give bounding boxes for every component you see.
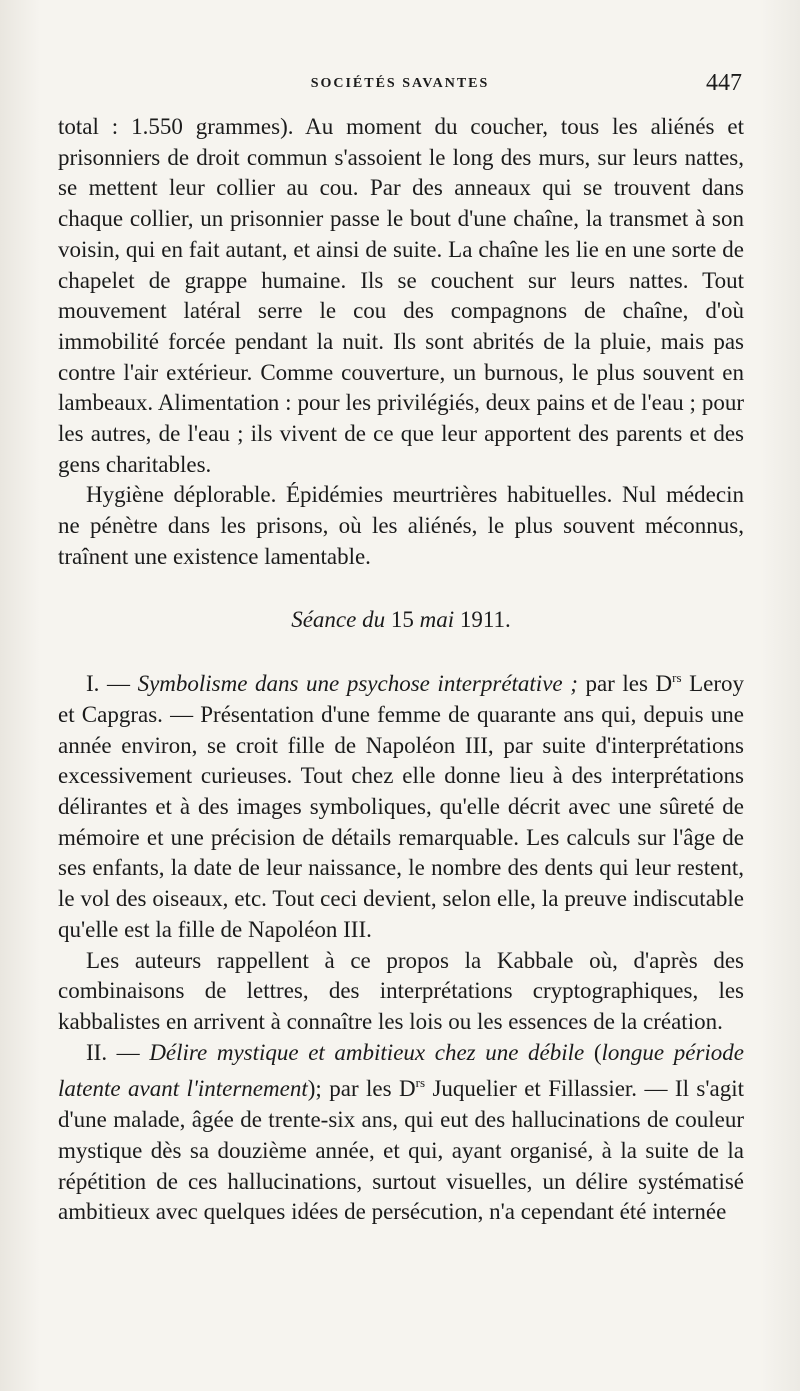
running-head: SOCIÉTÉS SAVANTES [310,76,490,91]
section-1-text: Leroy et Capgras. — Présentation d'une femme de quarante ans qui, depuis une année environ, se croit fille de Napoléon III, par suite d'interprétations excessivement curieuses. Tout chez elle donne lieu à des interprétations délirantes et à des images symboliques, qu'elle décrit avec une sûreté de mémoire et une précision de détails remarquable. Les calculs sur l'âge de ses enfants, la date de leur naissance, le nombre des dents qui leur restent, le vol des oiseaux, etc. Tout ceci devient, selon elle, la preuve indiscutable qu'elle est la fille de Napoléon III. [58,671,745,942]
page-body [58,112,744,1228]
section-2-title: Délire mystique et ambitieux chez une débile [149,1039,585,1065]
paragraph-continuation: total : 1.550 grammes). Au moment du coucher, tous les aliénés et prisonniers de droit commun s'assoient le long des murs, sur leurs nattes, se mettent leur collier au cou. Par des anneaux qui se trouvent dans chaque collier, un prisonnier passe le bout d'une chaîne, la transmet à son voisin, qui en fait autant, et ainsi de suite. La chaîne les lie en une sorte de chapelet de grappe humaine. Ils se couchent sur leurs nattes. Tout mouvement latéral serre le cou des compagnons de chaîne, d'où immobilité forcée pendant la nuit. Ils sont abrités de la pluie, mais pas contre l'air extérieur. Comme couverture, un burnous, le plus souvent en lambeaux. Alimentation : pour les privilégiés, deux pains et de l'eau ; pour les autres, de l'eau ; ils vivent de ce que leur apportent des parents et des gens charitables. [58,114,744,477]
session-month: mai [419,606,455,632]
section-1-authors-pre: par les D [585,671,673,697]
section-2-text: Juquelier et Fillassier. — Il s'agit d'une malade, âgée de trente-six ans, qui eut des hallucinations de couleur mystique dès sa douzième année, et qui, ayant organisé, à la suite de la répétition de ces hallucinations, surtout visuelles, un délire systématisé ambitieux avec quelques idées de persécution, n'a cependant été internée [58,1076,744,1225]
session-year: 1911. [459,606,511,632]
section-1-title: Symbolisme dans une psychose interprétative ; [137,671,578,697]
session-label: Séance du [291,606,386,632]
section-2: II. — Délire mystique et ambitieux chez une débile (longue période latente avant l'internement); par les $D^{rs}$ Juquelier et Fillassier. — Il s'agit d'une malade, âgée de trente-six ans, qui eut des hallucinations de couleur mystique dès sa douzième année, et qui, ayant organisé, à la suite de la répétition de ces hallucinations, surtout visuelles, un délire systématisé ambitieux avec quelques idées de persécution, n'a cependant été internée [58,1039,745,1225]
section-1-numeral: I. — [86,671,130,697]
session-day: 15 [390,606,414,632]
page-header [58,72,742,106]
section-2-authors-pre: ; par les D [315,1076,416,1102]
paragraph-hygiene: Hygiène déplorable. Épidémies meurtrières habituelles. Nul médecin ne pénètre dans les prisons, où les aliénés, le plus souvent méconnus, traînent une existence lamentable. [58,482,744,569]
section-2-title-paren: longue période latente avant l'internement [58,1039,745,1102]
session-heading [58,605,744,636]
section-2-numeral: II. — [86,1039,140,1065]
page-number: 447 [706,70,742,96]
section-2-authors-sup: rs [415,1075,426,1091]
section-1-authors-sup: rs [672,670,682,686]
section-1-paragraph-2: Les auteurs rappellent à ce propos la Kabbale où, d'après des combinaisons de lettres, des interprétations cryptographiques, les kabbalistes en arrivent à connaître les lois ou les essences de la création. [58,947,744,1034]
section-1 [58,663,744,945]
